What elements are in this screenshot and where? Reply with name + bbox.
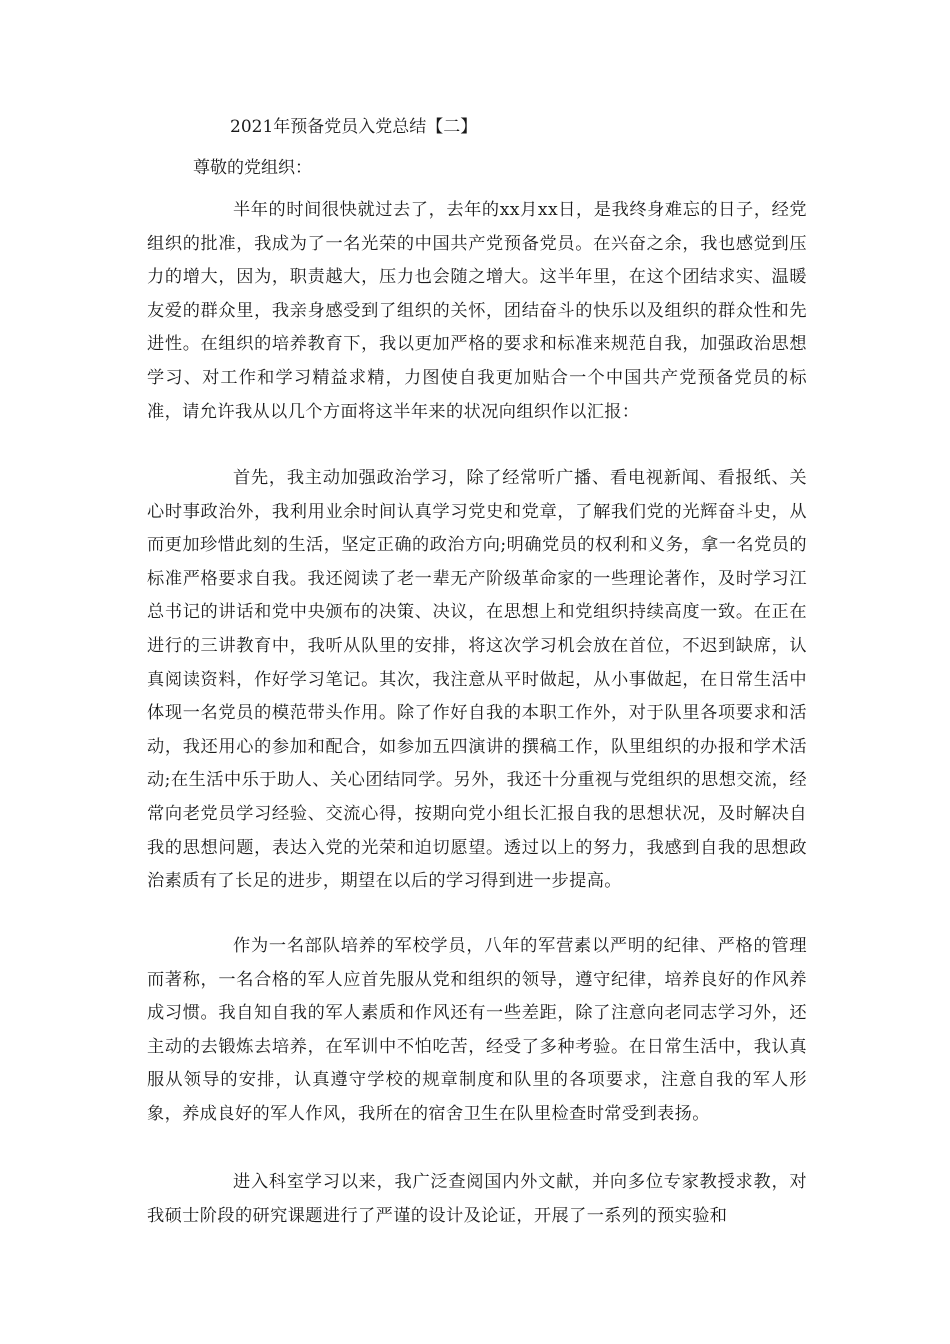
paragraph-4: 进入科室学习以来，我广泛查阅国内外文献，并向多位专家教授求教，对我硕士阶段的研究课题进行了严谨的设计及论证，开展了一系列的预实验和 bbox=[147, 1172, 807, 1226]
paragraph-2: 首先，我主动加强政治学习，除了经常听广播、看电视新闻、看报纸、关心时事政治外，我利用业余时间认真学习党史和党章，了解我们党的光辉奋斗史，从而更加珍惜此刻的生活，坚定正确的政治方向;明确党员的权利和义务，拿一名党员的标准严格要求自我。我还阅读了老一辈无产阶级革命家的一些理论著作，及时学习江总书记的讲话和党中央颁布的决策、决议，在思想上和党组织持续高度一致。在正在进行的三讲教育中，我听从队里的安排，将这次学习机会放在首位，不迟到缺席，认真阅读资料，作好学习笔记。其次，我注意从平时做起，从小事做起，在日常生活中体现一名党员的模范带头作用。除了作好自我的本职工作外，对于队里各项要求和活动，我还用心的参加和配合，如参加五四演讲的撰稿工作，队里组织的办报和学术活动;在生活中乐于助人、关心团结同学。另外，我还十分重视与党组织的思想交流，经常向老党员学习经验、交流心得，按期向党小组长汇报自我的思想状况，及时解决自我的思想问题，表达入党的光荣和迫切愿望。透过以上的努力，我感到自我的思想政治素质有了长足的进步，期望在以后的学习得到进一步提高。 bbox=[147, 468, 807, 892]
document-title: 2021年预备党员入党总结【二】 bbox=[230, 117, 478, 137]
salutation: 尊敬的党组织： bbox=[193, 158, 312, 178]
paragraph-3: 作为一名部队培养的军校学员，八年的军营素以严明的纪律、严格的管理而著称，一名合格的军人应首先服从党和组织的领导，遵守纪律，培养良好的作风养成习惯。我自知自我的军人素质和作风还有一些差距，除了注意向老同志学习外，还主动的去锻炼去培养，在军训中不怕吃苦，经受了多种考验。在日常生活中，我认真服从领导的安排，认真遵守学校的规章制度和队里的各项要求，注意自我的军人形象，养成良好的军人作风，我所在的宿舍卫生在队里检查时常受到表扬。 bbox=[147, 936, 807, 1124]
paragraph-1: 半年的时间很快就过去了，去年的xx月xx日，是我终身难忘的日子，经党组织的批准，我成为了一名光荣的中国共产党预备党员。在兴奋之余，我也感觉到压力的增大，因为，职责越大，压力也会随之增大。这半年里，在这个团结求实、温暖友爱的群众里，我亲身感受到了组织的关怀，团结奋斗的快乐以及组织的群众性和先进性。在组织的培养教育下，我以更加严格的要求和标准来规范自我，加强政治思想学习、对工作和学习精益求精，力图使自我更加贴合一个中国共产党预备党员的标准，请允许我从以几个方面将这半年来的状况向组织作以汇报： bbox=[147, 200, 807, 422]
